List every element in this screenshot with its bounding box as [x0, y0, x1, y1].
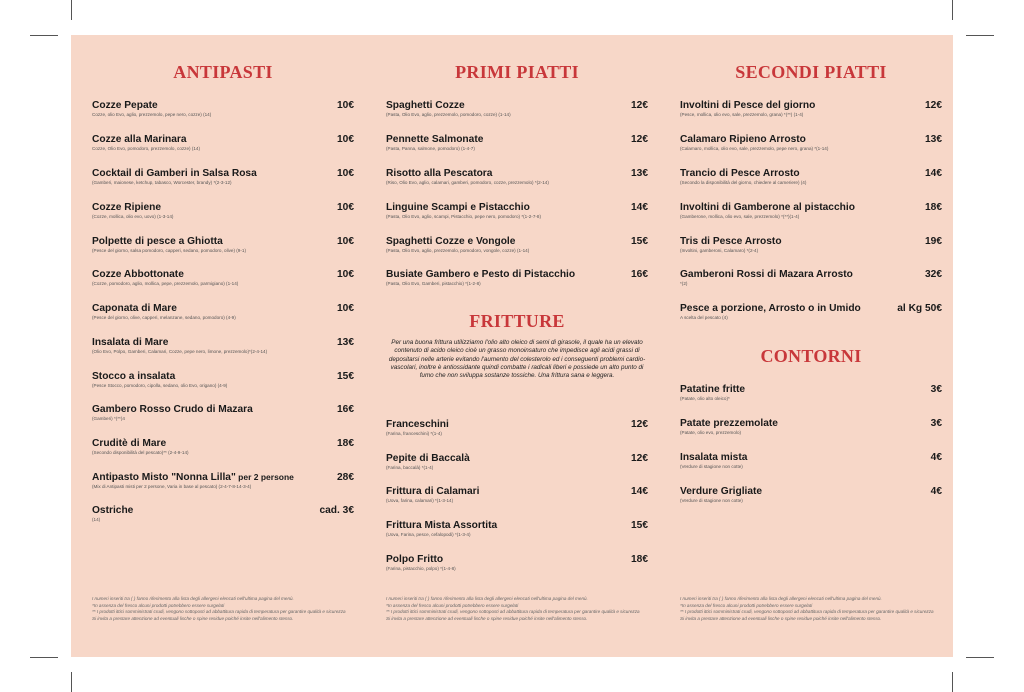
menu-item [680, 134, 942, 151]
footnote-line: ** I prodotti ittici somministrati crudi, vengono sottoposti ad abbattitura rapida di temperatura per garantire qualità e sicurezza [680, 609, 934, 615]
menu-item [680, 269, 942, 286]
item-name: Franceschini [386, 419, 449, 430]
item-price: 10€ [337, 236, 354, 247]
menu-item [92, 303, 354, 320]
item-desc: (Mix di Antipasti misti per 2 persone, Varia in base al pescato) (2-4-7-8-14-3-4) [92, 484, 252, 489]
menu-item [386, 100, 648, 117]
item-name: Spaghetti Cozze [386, 100, 465, 111]
item-price: 4€ [930, 452, 942, 463]
item-price: 12€ [631, 453, 648, 464]
item-price: 19€ [925, 236, 942, 247]
item-price: 10€ [337, 303, 354, 314]
item-desc: (Pasta, Olio Evo, aglio, scampi, Pistacchio, pepe nero, pomodoro) *(1-2-7-8) [386, 214, 541, 219]
menu-item [92, 134, 354, 151]
item-name: Cozze Abbottonate [92, 269, 184, 280]
item-name: Involtini di Gamberone al pistacchio [680, 202, 855, 213]
menu-item [680, 168, 942, 185]
crop-mark [30, 35, 58, 36]
item-price: al Kg 50€ [897, 303, 942, 314]
item-name: Insalata di Mare [92, 337, 169, 348]
primi-title: PRIMI PIATTI [455, 62, 579, 82]
crop-mark [966, 35, 994, 36]
menu-item [386, 202, 648, 219]
item-price: 3€ [930, 384, 942, 395]
menu-item [92, 100, 354, 117]
item-price: 13€ [925, 134, 942, 145]
item-desc: (Gamberi) *(**)4 [92, 416, 125, 421]
item-price: 15€ [631, 520, 648, 531]
menu-item [680, 452, 942, 469]
item-price: 12€ [631, 419, 648, 430]
menu-item [92, 505, 354, 522]
item-name: Cozze alla Marinara [92, 134, 187, 145]
crop-mark [952, 672, 953, 692]
item-desc: (Secondo la disponibilità del giorno, chiedere al cameriere) (4) [680, 180, 807, 185]
item-price: 16€ [337, 404, 354, 415]
item-desc: (Pesce Stocco, pomodoro, cipolla, sedano, olio Evo, origano) (4-9) [92, 383, 228, 388]
item-desc: A scelta del pescato (4) [680, 315, 728, 320]
item-name: Polpette di pesce a Ghiotta [92, 236, 223, 247]
item-price: cad. 3€ [319, 505, 354, 516]
fritture-intro: Per una buona frittura utilizziamo l'olio alto oleico di semi di girasole, il quale ha un elevato contenuto di acido oleico cioè un grasso monoinsaturo che impedisce agli acidi grassi di depositarsi nelle arterie evitando l'aumento del colesterolo ed i conseguenti problemi cardio-vascolari, inoltre è antiossidante quindi combatte i radicali liberi e possiede un alto punto di fumo che non sviluppa sostanze tossiche. Una frittura sana e leggera. [388, 339, 646, 380]
item-price: 10€ [337, 168, 354, 179]
item-name: Pesce a porzione, Arrosto o in Umido [680, 303, 861, 314]
item-name: Ostriche [92, 505, 134, 516]
menu-item [92, 168, 354, 185]
item-price: 3€ [930, 418, 942, 429]
item-price: 32€ [925, 269, 942, 280]
allergen-footnote [92, 596, 354, 622]
item-name: Pennette Salmonate [386, 134, 484, 145]
item-desc: (Patate, olio alto oleico)* [680, 396, 730, 401]
menu-item [386, 269, 648, 286]
menu-item [92, 438, 354, 455]
menu-item [680, 100, 942, 117]
menu-item [386, 453, 648, 470]
item-name: Cocktail di Gamberi in Salsa Rosa [92, 168, 257, 179]
item-name: Tris di Pesce Arrosto [680, 236, 782, 247]
menu-item [92, 202, 354, 219]
menu-item [680, 236, 942, 253]
item-desc: (Pasta, Olio Evo, aglio, prezzemolo, pomodoro, vongole, cozze) (1-14) [386, 248, 530, 253]
contorni-title: CONTORNI [760, 346, 862, 366]
crop-mark [966, 657, 994, 658]
item-name: Busiate Gambero e Pesto di Pistacchio [386, 269, 576, 280]
item-price: 13€ [337, 337, 354, 348]
menu-item [92, 337, 354, 354]
item-desc: (14) [92, 517, 101, 522]
menu-item [386, 520, 648, 537]
menu-item [680, 202, 942, 219]
item-name: Risotto alla Pescatora [386, 168, 493, 179]
item-desc: (Gamberi, maionese, ketchup, tabasco, Worcester, brandy) *(2-3-12) [92, 180, 232, 185]
menu-item [92, 236, 354, 253]
item-price: 12€ [631, 100, 648, 111]
item-name-suffix: per 2 persone [235, 472, 294, 482]
item-desc: (Riso, Olio Evo, aglio, calamari, gamberi, pomodoro, cozze, prezzemolo) *(2-14) [386, 180, 549, 185]
secondi-title: SECONDI PIATTI [735, 62, 887, 82]
crop-mark [71, 0, 72, 20]
item-name: Caponata di Mare [92, 303, 177, 314]
item-price: 10€ [337, 202, 354, 213]
item-price: 18€ [337, 438, 354, 449]
item-desc: (Olio Evo, Polpo, Gamberi, Calamari, Cozze, pepe nero, limone, prezzemolo)*(2-4-14) [92, 349, 268, 354]
item-price: 12€ [631, 134, 648, 145]
footnote-line: ** I prodotti ittici somministrati crudi, vengono sottoposti ad abbattitura rapida di temperatura per garantire qualità e sicurezza [92, 609, 346, 615]
menu-item [680, 486, 942, 503]
item-desc: (Farina, pistacchio, polpo) *(1-4-8) [386, 566, 456, 571]
menu-item [680, 384, 942, 401]
item-desc: (Uova, farina, calamari) *(1-3-14) [386, 498, 454, 503]
item-desc: (Gamberone, mollica, olio evo, sale, prezzemolo) *(**)(1-4) [680, 214, 800, 219]
menu-item [386, 419, 648, 436]
item-price: 10€ [337, 269, 354, 280]
item-name: Frittura Mista Assortita [386, 520, 498, 531]
item-name: Cozze Ripiene [92, 202, 162, 213]
allergen-footnote [680, 596, 942, 622]
item-price: 15€ [631, 236, 648, 247]
item-price: 13€ [631, 168, 648, 179]
menu-item [680, 303, 942, 320]
item-name: Calamaro Ripieno Arrosto [680, 134, 806, 145]
menu-item [386, 168, 648, 185]
item-name: Cruditè di Mare [92, 438, 167, 449]
item-price: 12€ [925, 100, 942, 111]
menu-item [92, 371, 354, 388]
item-name: Gambero Rosso Crudo di Mazara [92, 404, 253, 415]
item-name: Patatine fritte [680, 384, 746, 395]
item-price: 15€ [337, 371, 354, 382]
footnote-line: I numeri inseriti tra ( ) fanno riferimento alla lista degli allergeni elencati nell'ultima pagina del menù. [680, 596, 882, 601]
footnote-line: Si invita a prestare attenzione ad eventuali lische o spine residue poiché insite nell'alimento stesso. [680, 615, 882, 621]
fritture-title: FRITTURE [469, 311, 565, 331]
item-desc: (Pesce del giorno, olive, capperi, melanzane, sedano, pomodoro) (4-9) [92, 315, 236, 320]
item-desc: (Verdure di stagione non cotte) [680, 464, 743, 469]
item-desc: (Pesce del giorno, salsa pomodoro, capperi, sedano, pomodoro, olive) (9-1) [92, 248, 246, 253]
menu-item [386, 486, 648, 503]
item-name [92, 472, 354, 483]
item-name: Trancio di Pesce Arrosto [680, 168, 800, 179]
footnote-line: *In assenza del fresco alcuni prodotti potrebbero essere surgelati [92, 602, 225, 608]
item-name: Insalata mista [680, 452, 748, 463]
item-price: 10€ [337, 100, 354, 111]
footnote-line: ** I prodotti ittici somministrati crudi, vengono sottoposti ad abbattitura rapida di temperatura per garantire qualità e sicurezza [386, 609, 640, 615]
footnote-line: I numeri inseriti tra ( ) fanno riferimento alla lista degli allergeni elencati nell'ultima pagina del menù. [92, 596, 294, 601]
item-price: 10€ [337, 134, 354, 145]
crop-mark [30, 657, 58, 658]
item-desc: (Calamaro, mollica, olio evo, sale, prezzemolo, pepe nero, grana) *(1-14) [680, 146, 829, 151]
footnote-line: I numeri inseriti tra ( ) fanno riferimento alla lista degli allergeni elencati nell'ultima pagina del menù. [386, 596, 588, 601]
item-name: Polpo Fritto [386, 554, 444, 565]
item-name: Gamberoni Rossi di Mazara Arrosto [680, 269, 853, 280]
crop-mark [952, 0, 953, 20]
item-desc: Cozze, Olio Evo, pomodoro, prezzemolo, cozze) (14) [92, 146, 200, 151]
item-name: Frittura di Calamari [386, 486, 480, 497]
item-name: Cozze Pepate [92, 100, 158, 111]
menu-item [92, 269, 354, 286]
item-name: Patate prezzemolate [680, 418, 778, 429]
crop-mark [71, 672, 72, 692]
menu-item [92, 404, 354, 421]
item-desc: (Secondo disponibilità del pescato)** (2-4-9-14) [92, 450, 189, 455]
item-desc: (Pesce, mollica, olio evo, sale, prezzemolo, grana) *(**) (1-4) [680, 112, 804, 117]
footnote-line: *In assenza del fresco alcuni prodotti potrebbero essere surgelati [386, 602, 519, 608]
item-price: 14€ [631, 202, 648, 213]
footnote-line: Si invita a prestare attenzione ad eventuali lische o spine residue poiché insite nell'alimento stesso. [92, 615, 294, 621]
item-price: 4€ [930, 486, 942, 497]
item-desc: (Farina, franceschini) *(1-4) [386, 431, 442, 436]
menu-item [386, 554, 648, 571]
item-desc: (Patate, olio evo, prezzemolo) [680, 430, 742, 435]
item-desc: (Pasta, Olio Evo, Gamberi, pistacchio) *(1-2-8) [386, 281, 481, 286]
menu-sheet [71, 35, 953, 657]
item-desc: *(2) [680, 281, 688, 286]
menu-item [680, 418, 942, 435]
item-name: Linguine Scampi e Pistacchio [386, 202, 530, 213]
item-desc: (Uova, Farina, pesce, cefalopodi) *(1-3-4) [386, 532, 471, 537]
footnote-line: Si invita a prestare attenzione ad eventuali lische o spine residue poiché insite nell'alimento stesso. [386, 615, 588, 621]
item-name: Pepite di Baccalà [386, 453, 470, 464]
menu-item [386, 134, 648, 151]
item-name-main: Antipasto Misto "Nonna Lilla" [92, 472, 236, 483]
item-desc: (Pasta, Olio Evo, aglio, prezzemolo, pomodoro, cozze) (1-14) [386, 112, 511, 117]
item-desc: (Involtini, gamberoni, Calamaro) *(2-4) [680, 248, 759, 253]
item-price: 16€ [631, 269, 648, 280]
allergen-footnote [386, 596, 648, 622]
item-desc: (Cozze, mollica, olio evo, uovo) (1-3-14) [92, 214, 174, 219]
item-price: 18€ [925, 202, 942, 213]
footnote-line: *In assenza del fresco alcuni prodotti potrebbero essere surgelati [680, 602, 813, 608]
item-desc: (Verdure di stagione non cotte) [680, 498, 743, 503]
item-desc: (Farina, baccalà) *(1-4) [386, 465, 434, 470]
item-desc: (Cozze, pomodoro, aglio, mollica, pepe, prezzemolo, parmigiano) (1-14) [92, 281, 239, 286]
item-price: 14€ [631, 486, 648, 497]
item-desc: (Pasta, Panna, salmone, pomodoro) (1-4-7) [386, 146, 475, 151]
item-desc: Cozze, olio Evo, aglio, prezzemolo, pepe nero, cozze) (14) [92, 112, 212, 117]
item-price: 14€ [925, 168, 942, 179]
item-name: Stocco a insalata [92, 371, 176, 382]
menu-item [92, 472, 354, 489]
item-name: Spaghetti Cozze e Vongole [386, 236, 516, 247]
menu-item [386, 236, 648, 253]
item-name: Verdure Grigliate [680, 486, 763, 497]
item-price: 28€ [337, 472, 354, 483]
item-name: Involtini di Pesce del giorno [680, 100, 816, 111]
item-price: 18€ [631, 554, 648, 565]
antipasti-title: ANTIPASTI [173, 62, 273, 82]
